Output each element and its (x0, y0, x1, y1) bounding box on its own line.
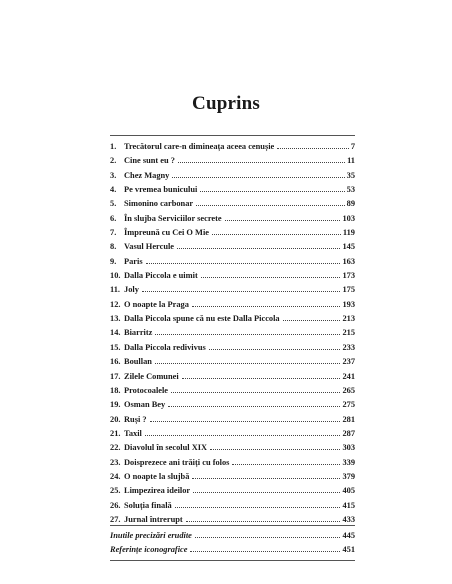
appendix-list (110, 530, 355, 559)
dot-leader (150, 414, 341, 422)
chapter-number: 21. (110, 428, 121, 438)
chapter-title: Zilele Comunei (124, 371, 179, 381)
chapter-number: 5. (110, 199, 117, 209)
dot-leader (209, 342, 341, 350)
chapter-entry (110, 284, 355, 298)
chapter-entry (110, 141, 355, 155)
chapter-number: 2. (110, 156, 117, 166)
chapter-title: Protocoalele (124, 385, 169, 395)
dot-leader (277, 141, 349, 149)
chapter-title: În slujba Serviciilor secrete (124, 213, 222, 223)
dot-leader (212, 227, 341, 235)
chapter-number: 20. (110, 414, 121, 424)
dot-leader (192, 471, 340, 479)
page-number: 339 (342, 457, 355, 467)
dot-leader (146, 256, 341, 264)
chapter-entry (110, 184, 355, 198)
dot-leader (193, 485, 340, 493)
chapter-title: Osman Bey (124, 400, 166, 410)
dot-leader (210, 442, 340, 450)
chapter-entry (110, 299, 355, 313)
chapter-entry (110, 356, 355, 370)
middle-rule (110, 525, 355, 526)
chapter-title: Biarritz (124, 328, 153, 338)
chapter-title: Chez Magny (124, 170, 170, 180)
chapter-number: 8. (110, 242, 117, 252)
chapter-title: Simonino carbonar (124, 199, 194, 209)
chapter-title: O noapte la Praga (124, 299, 189, 309)
page-number: 275 (342, 400, 355, 410)
dot-leader (192, 299, 341, 307)
page-number: 265 (342, 385, 355, 395)
chapter-list (110, 141, 355, 528)
chapter-number: 23. (110, 457, 121, 467)
chapter-entry (110, 198, 355, 212)
dot-leader (177, 241, 340, 249)
chapter-number: 19. (110, 400, 121, 410)
appendix-title: Referințe iconografice (110, 545, 188, 555)
chapter-number: 10. (110, 271, 121, 281)
chapter-title: Dalla Piccola e uimit (124, 271, 198, 281)
chapter-entry (110, 414, 355, 428)
page-number: 163 (342, 256, 355, 266)
chapter-title: Taxil (124, 428, 142, 438)
chapter-entry (110, 155, 355, 169)
page-number: 175 (342, 285, 355, 295)
page-number: 119 (342, 228, 355, 238)
chapter-entry (110, 270, 355, 284)
page-number: 145 (342, 242, 355, 252)
dot-leader (155, 356, 341, 364)
chapter-entry (110, 256, 355, 270)
chapter-number: 24. (110, 471, 121, 481)
chapter-number: 16. (110, 357, 121, 367)
page-number: 173 (342, 271, 355, 281)
page-number: 451 (342, 545, 355, 555)
chapter-title: Vasul Hercule (124, 242, 175, 252)
chapter-number: 12. (110, 299, 121, 309)
dot-leader (201, 270, 341, 278)
chapter-number: 3. (110, 170, 117, 180)
page-number: 433 (342, 514, 355, 524)
page-number: 7 (350, 142, 355, 151)
page-number: 11 (347, 156, 355, 166)
dot-leader (178, 155, 345, 163)
page-number: 103 (342, 213, 355, 223)
dot-leader (232, 457, 340, 465)
chapter-title: Doisprezece ani trăiți cu folos (124, 457, 230, 467)
chapter-number: 7. (110, 228, 117, 238)
chapter-number: 22. (110, 443, 121, 453)
chapter-number: 26. (110, 500, 121, 510)
appendix-title: Inutile precizări erudite (110, 531, 192, 540)
chapter-entry (110, 241, 355, 255)
dot-leader (225, 213, 341, 221)
appendix-entry (110, 530, 355, 544)
chapter-number: 25. (110, 486, 121, 496)
chapter-entry (110, 342, 355, 356)
page-number: 53 (346, 185, 355, 195)
dot-leader (196, 198, 345, 206)
dot-leader (175, 500, 341, 508)
page-number: 89 (346, 199, 355, 209)
chapter-title: Dalla Piccola spune că nu este Dalla Piccola (124, 314, 280, 324)
chapter-title: Trecătorul care-n dimineața aceea cenușie (124, 142, 275, 151)
appendix-entry (110, 544, 355, 558)
dot-leader (200, 184, 344, 192)
chapter-number: 9. (110, 256, 117, 266)
chapter-entry (110, 457, 355, 471)
dot-leader (182, 371, 341, 379)
bottom-rule (110, 560, 355, 561)
chapter-number: 27. (110, 514, 121, 524)
chapter-title: Limpezirea ideilor (124, 486, 191, 496)
chapter-entry (110, 385, 355, 399)
chapter-entry (110, 471, 355, 485)
chapter-title: Paris (124, 256, 143, 266)
page-number: 213 (342, 314, 355, 324)
chapter-title: Soluția finală (124, 500, 172, 510)
chapter-title: Împreună cu Cei O Mie (124, 228, 209, 238)
page-number: 233 (342, 342, 355, 352)
chapter-entry (110, 428, 355, 442)
page-number: 215 (342, 328, 355, 338)
page-number: 303 (342, 443, 355, 453)
chapter-title: Ruși ? (124, 414, 147, 424)
dot-leader (145, 428, 341, 436)
dot-leader (168, 399, 340, 407)
chapter-entry (110, 485, 355, 499)
chapter-entry (110, 313, 355, 327)
page-number: 287 (342, 428, 355, 438)
chapter-entry (110, 213, 355, 227)
dot-leader (171, 385, 340, 393)
chapter-title: Pe vremea bunicului (124, 185, 198, 195)
chapter-number: 1. (110, 142, 117, 151)
chapter-number: 6. (110, 213, 117, 223)
chapter-number: 14. (110, 328, 121, 338)
chapter-number: 18. (110, 385, 121, 395)
chapter-number: 13. (110, 314, 121, 324)
dot-leader (283, 313, 341, 321)
page-number: 35 (346, 170, 355, 180)
page-number: 405 (342, 486, 355, 496)
page-number: 193 (342, 299, 355, 309)
page-number: 241 (342, 371, 355, 381)
chapter-entry (110, 371, 355, 385)
chapter-entry (110, 327, 355, 341)
top-rule (110, 135, 355, 136)
chapter-title: Cine sunt eu ? (124, 156, 175, 166)
chapter-entry (110, 170, 355, 184)
dot-leader (195, 530, 341, 538)
chapter-title: O noapte la slujbă (124, 471, 190, 481)
dot-leader (155, 327, 340, 335)
chapter-title: Diavolul în secolul XIX (124, 443, 208, 453)
chapter-entry (110, 227, 355, 241)
page-number: 237 (342, 357, 355, 367)
dot-leader (142, 284, 341, 292)
page-number: 379 (342, 471, 355, 481)
chapter-title: Joly (124, 285, 139, 295)
chapter-entry (110, 514, 355, 528)
chapter-entry (110, 399, 355, 413)
chapter-number: 17. (110, 371, 121, 381)
chapter-entry (110, 442, 355, 456)
chapter-title: Dalla Piccola redivivus (124, 342, 206, 352)
chapter-entry (110, 500, 355, 514)
chapter-title: Boullan (124, 357, 152, 367)
chapter-number: 4. (110, 185, 117, 195)
chapter-title: Jurnal întrerupt (124, 514, 183, 524)
dot-leader (190, 544, 340, 552)
page-title: Cuprins (192, 93, 260, 114)
page-number: 445 (342, 531, 355, 540)
dot-leader (172, 170, 344, 178)
chapter-number: 15. (110, 342, 121, 352)
dot-leader (186, 514, 341, 522)
page-number: 281 (342, 414, 355, 424)
page-number: 415 (342, 500, 355, 510)
chapter-number: 11. (110, 285, 121, 295)
